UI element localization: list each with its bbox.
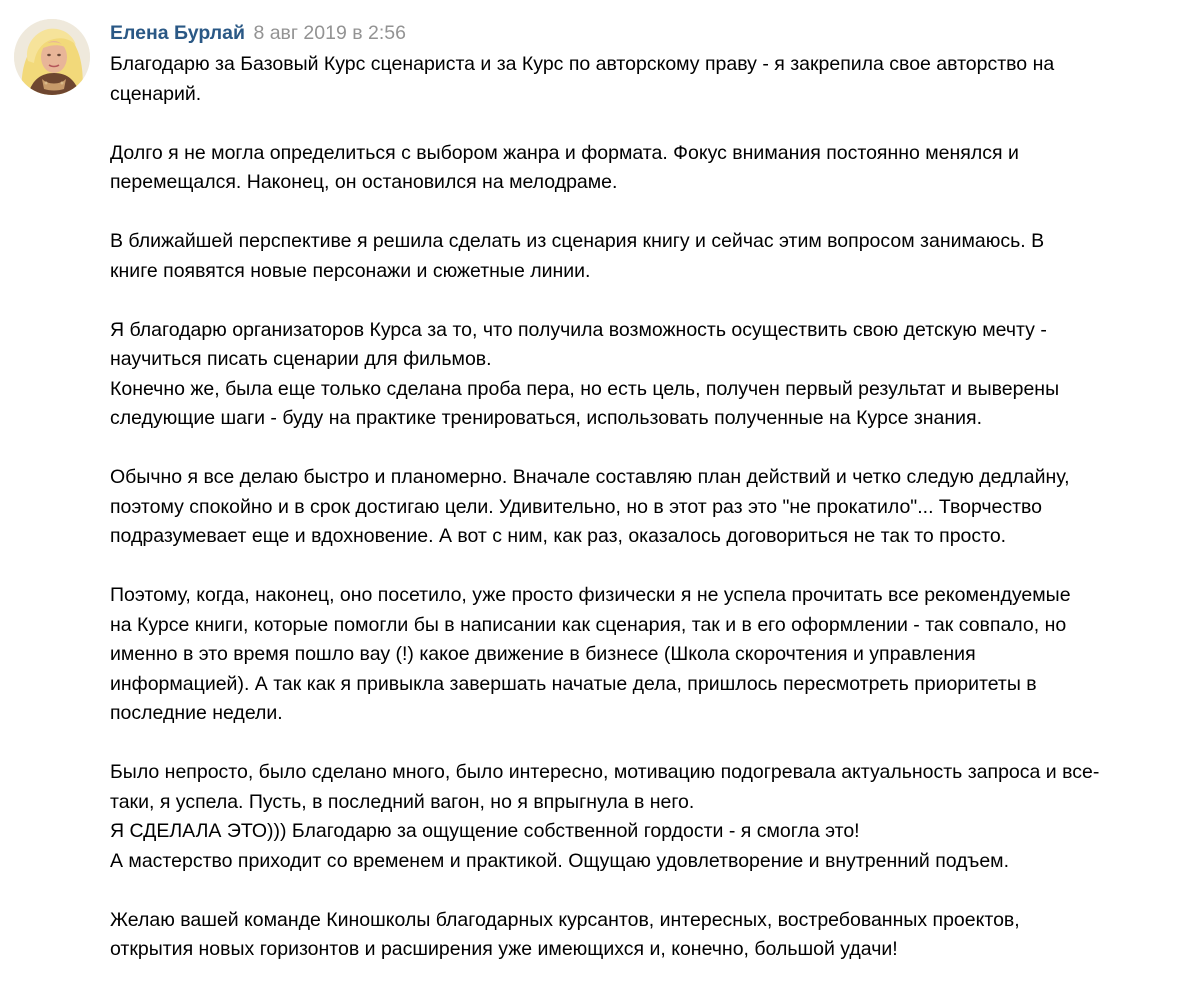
comment-text-line: Было непросто, было сделано много, было интересно, мотивацию подогревала актуальность запроса и все- — [110, 761, 1100, 783]
comment-paragraph — [110, 463, 1192, 552]
comment-text-line: перемещался. Наконец, он остановился на мелодраме. — [110, 171, 618, 193]
comment-paragraph — [110, 316, 1192, 434]
comment-paragraph — [110, 227, 1192, 286]
comment-text-line: книге появятся новые персонажи и сюжетные линии. — [110, 259, 591, 282]
comment-text-line: поэтому спокойно и в срок достигаю цели. Удивительно, но в этот раз это "не прокатило"... Творчество — [110, 495, 1043, 518]
post-date-link[interactable]: 8 авг 2019 в 2:56 — [253, 22, 406, 44]
comment-text-line: последние недели. — [110, 702, 283, 724]
comment-text-line: подразумевает еще и вдохновение. А вот с ним, как раз, оказалось договориться не так то просто. — [110, 525, 1007, 547]
comment-text — [110, 50, 1192, 994]
comment-text-line: на Курсе книги, которые помогли бы в написании как сценария, так и в его оформлении - так совпало, но — [110, 613, 1067, 636]
avatar[interactable] — [14, 19, 90, 95]
comment-text-line: Обычно я все делаю быстро и планомерно. Вначале составляю план действий и четко следую дедлайну, — [110, 466, 1070, 488]
comment-text-line: Конечно же, была еще только сделана проба пера, но есть цель, получен первый результат и выверены — [110, 377, 1060, 400]
comment-paragraph — [110, 581, 1192, 729]
comment-text-line: научиться писать сценарии для фильмов. — [110, 348, 492, 370]
comment-text-line: А мастерство приходит со временем и практикой. Ощущаю удовлетворение и внутренний подъем. — [110, 849, 1009, 872]
author-name-link[interactable]: Елена Бурлай — [110, 22, 246, 44]
comment-paragraph — [110, 139, 1192, 198]
comment-paragraph — [110, 50, 1192, 109]
comment-text-line: именно в это время пошло вау (!) какое движение в бизнесе (Школа скорочтения и управления — [110, 643, 976, 665]
comment-text-line: Желаю вашей команде Киношколы благодарных курсантов, интересных, востребованных проектов, — [110, 908, 1020, 931]
comment-header — [110, 20, 406, 46]
comment-text-line: информацией). А так как я привыкла завершать начатые дела, пришлось пересмотреть приоритеты в — [110, 672, 1037, 695]
comment-text-line: сценарий. — [110, 82, 202, 105]
comment-text-line: В ближайшей перспективе я решила сделать из сценария книгу и сейчас этим вопросом занимаюсь. В — [110, 230, 1045, 252]
avatar-photo-icon — [14, 19, 90, 95]
comment-text-line: Я благодарю организаторов Курса за то, что получила возможность осуществить свою детскую мечту - — [110, 318, 1047, 341]
comment-text-line: следующие шаги - буду на практике тренироваться, использовать полученные на Курсе знания. — [110, 407, 983, 429]
comment-text-line: Благодарю за Базовый Курс сценариста и за Курс по авторскому праву - я закрепила свое авторство на — [110, 53, 1055, 75]
comment-text-line: открытия новых горизонтов и расширения уже имеющихся и, конечно, большой удачи! — [110, 938, 898, 960]
comment-text-line: Я СДЕЛАЛА ЭТО))) Благодарю за ощущение собственной гордости - я смогла это! — [110, 820, 860, 842]
comment-text-line: Долго я не могла определиться с выбором жанра и формата. Фокус внимания постоянно менялся и — [110, 141, 1019, 164]
comment-text-line: Поэтому, когда, наконец, оно посетило, уже просто физически я не успела прочитать все рекомендуемые — [110, 584, 1071, 606]
comment-text-line: таки, я успела. Пусть, в последний вагон, но я впрыгнула в него. — [110, 790, 695, 813]
comment-paragraph — [110, 758, 1192, 876]
comment-paragraph — [110, 906, 1192, 965]
